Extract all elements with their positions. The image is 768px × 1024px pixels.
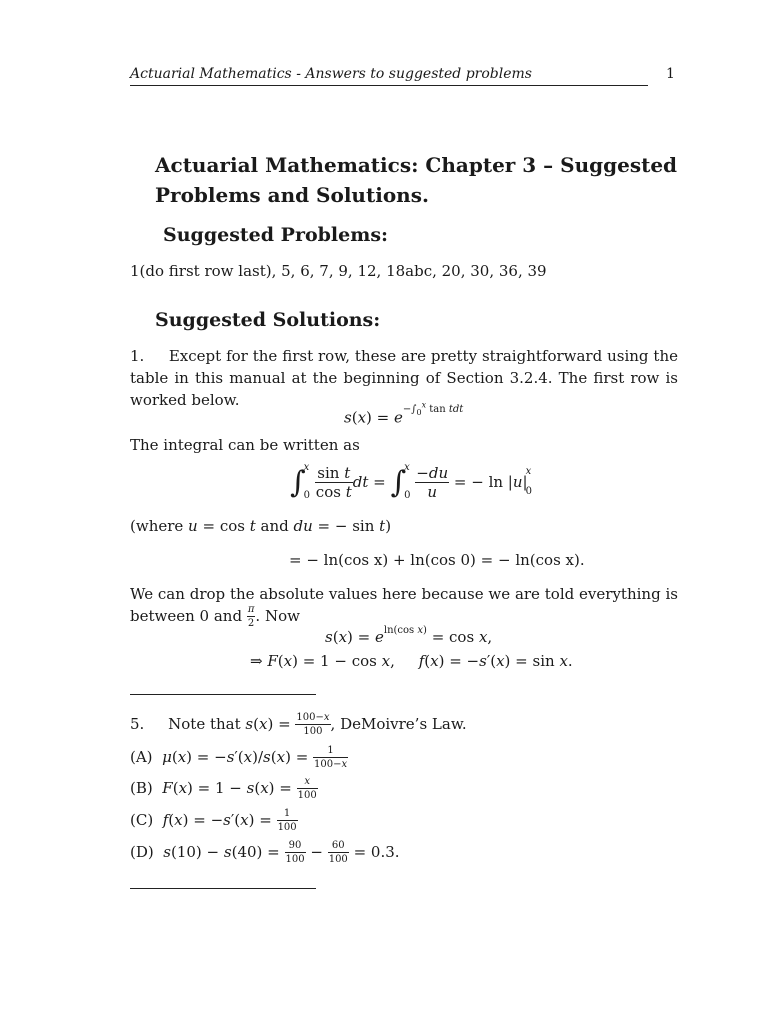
page-number: 1 <box>666 66 675 82</box>
problems-heading: Suggested Problems: <box>163 224 389 246</box>
problem-5-part-a: (A) μ(x) = −s′(x)/s(x) = $\frac{1}{100-x}$ <box>130 745 348 770</box>
document-title: Actuarial Mathematics: Chapter 3 – Suggested Problems and Solutions. <box>155 153 678 207</box>
equation-survival-exponential: $s(x) = e^{-\int_0^x tan tdt}$ <box>344 401 464 427</box>
part-a-label: (A) <box>130 748 153 766</box>
problem-1-intro-text: Except for the first row, these are pretty straightforward using the table in this manual at the beginning of Section 3.2.4. The first row is worked below. <box>130 347 678 409</box>
problem-5-part-b: (B) F(x) = 1 − s(x) = $\frac{x}{100}$ <box>130 776 317 801</box>
header-rule <box>130 85 648 86</box>
part-c-label: (C) <box>130 811 154 829</box>
part-b-label: (B) <box>130 779 153 797</box>
problem-1-number: 1. <box>130 347 145 365</box>
equation-survival-cos: $s(x) = e^{ln(cos x)} = \cos x$, <box>325 625 493 646</box>
substitution-note: (where u = cos t and du = − sin t) <box>130 517 392 535</box>
problem-5-number: 5. <box>130 715 145 733</box>
problem-5-intro: 5. Note that s(x) = $\frac{100-x}{100}$ , DeMoivre’s Law. <box>130 712 467 737</box>
running-header-title: Actuarial Mathematics - Answers to suggested problems <box>130 66 532 82</box>
problem-5-part-c: (C) f(x) = −s′(x) = $\frac{1}{100}$ <box>130 808 297 833</box>
integral-intro-text: The integral can be written as <box>130 436 360 454</box>
problems-list: 1(do first row last), 5, 6, 7, 9, 12, 18abc, 20, 30, 36, 39 <box>130 262 547 280</box>
solutions-heading: Suggested Solutions: <box>155 309 381 331</box>
part-d-label: (D) <box>130 843 154 861</box>
section-separator-1 <box>130 694 316 695</box>
equation-distribution-density: ⇒ F(x) = 1 − cos x, f(x) = −s′(x) = sin x. <box>250 652 573 670</box>
absolute-value-note: We can drop the absolute values here because we are told everything is between 0 and $\frac{\pi}{2}$ . Now <box>130 585 678 629</box>
equation-log-result: = − ln(cos x) + ln(cos 0) = − ln(cos x). <box>289 551 585 569</box>
problem-5-part-d: (D) s(10) − s(40) = $\frac{90}{100}$ − $\frac{60}{100}$ = 0.3. <box>130 840 400 865</box>
equation-integral-substitution: ∫ x 0 $\frac{\text{sin t}}{\text{cos t}}$ dt = ∫ x 0 $\frac{-du}{u}$ = − ln |u| x 0 <box>290 462 532 501</box>
section-separator-2 <box>130 888 316 889</box>
